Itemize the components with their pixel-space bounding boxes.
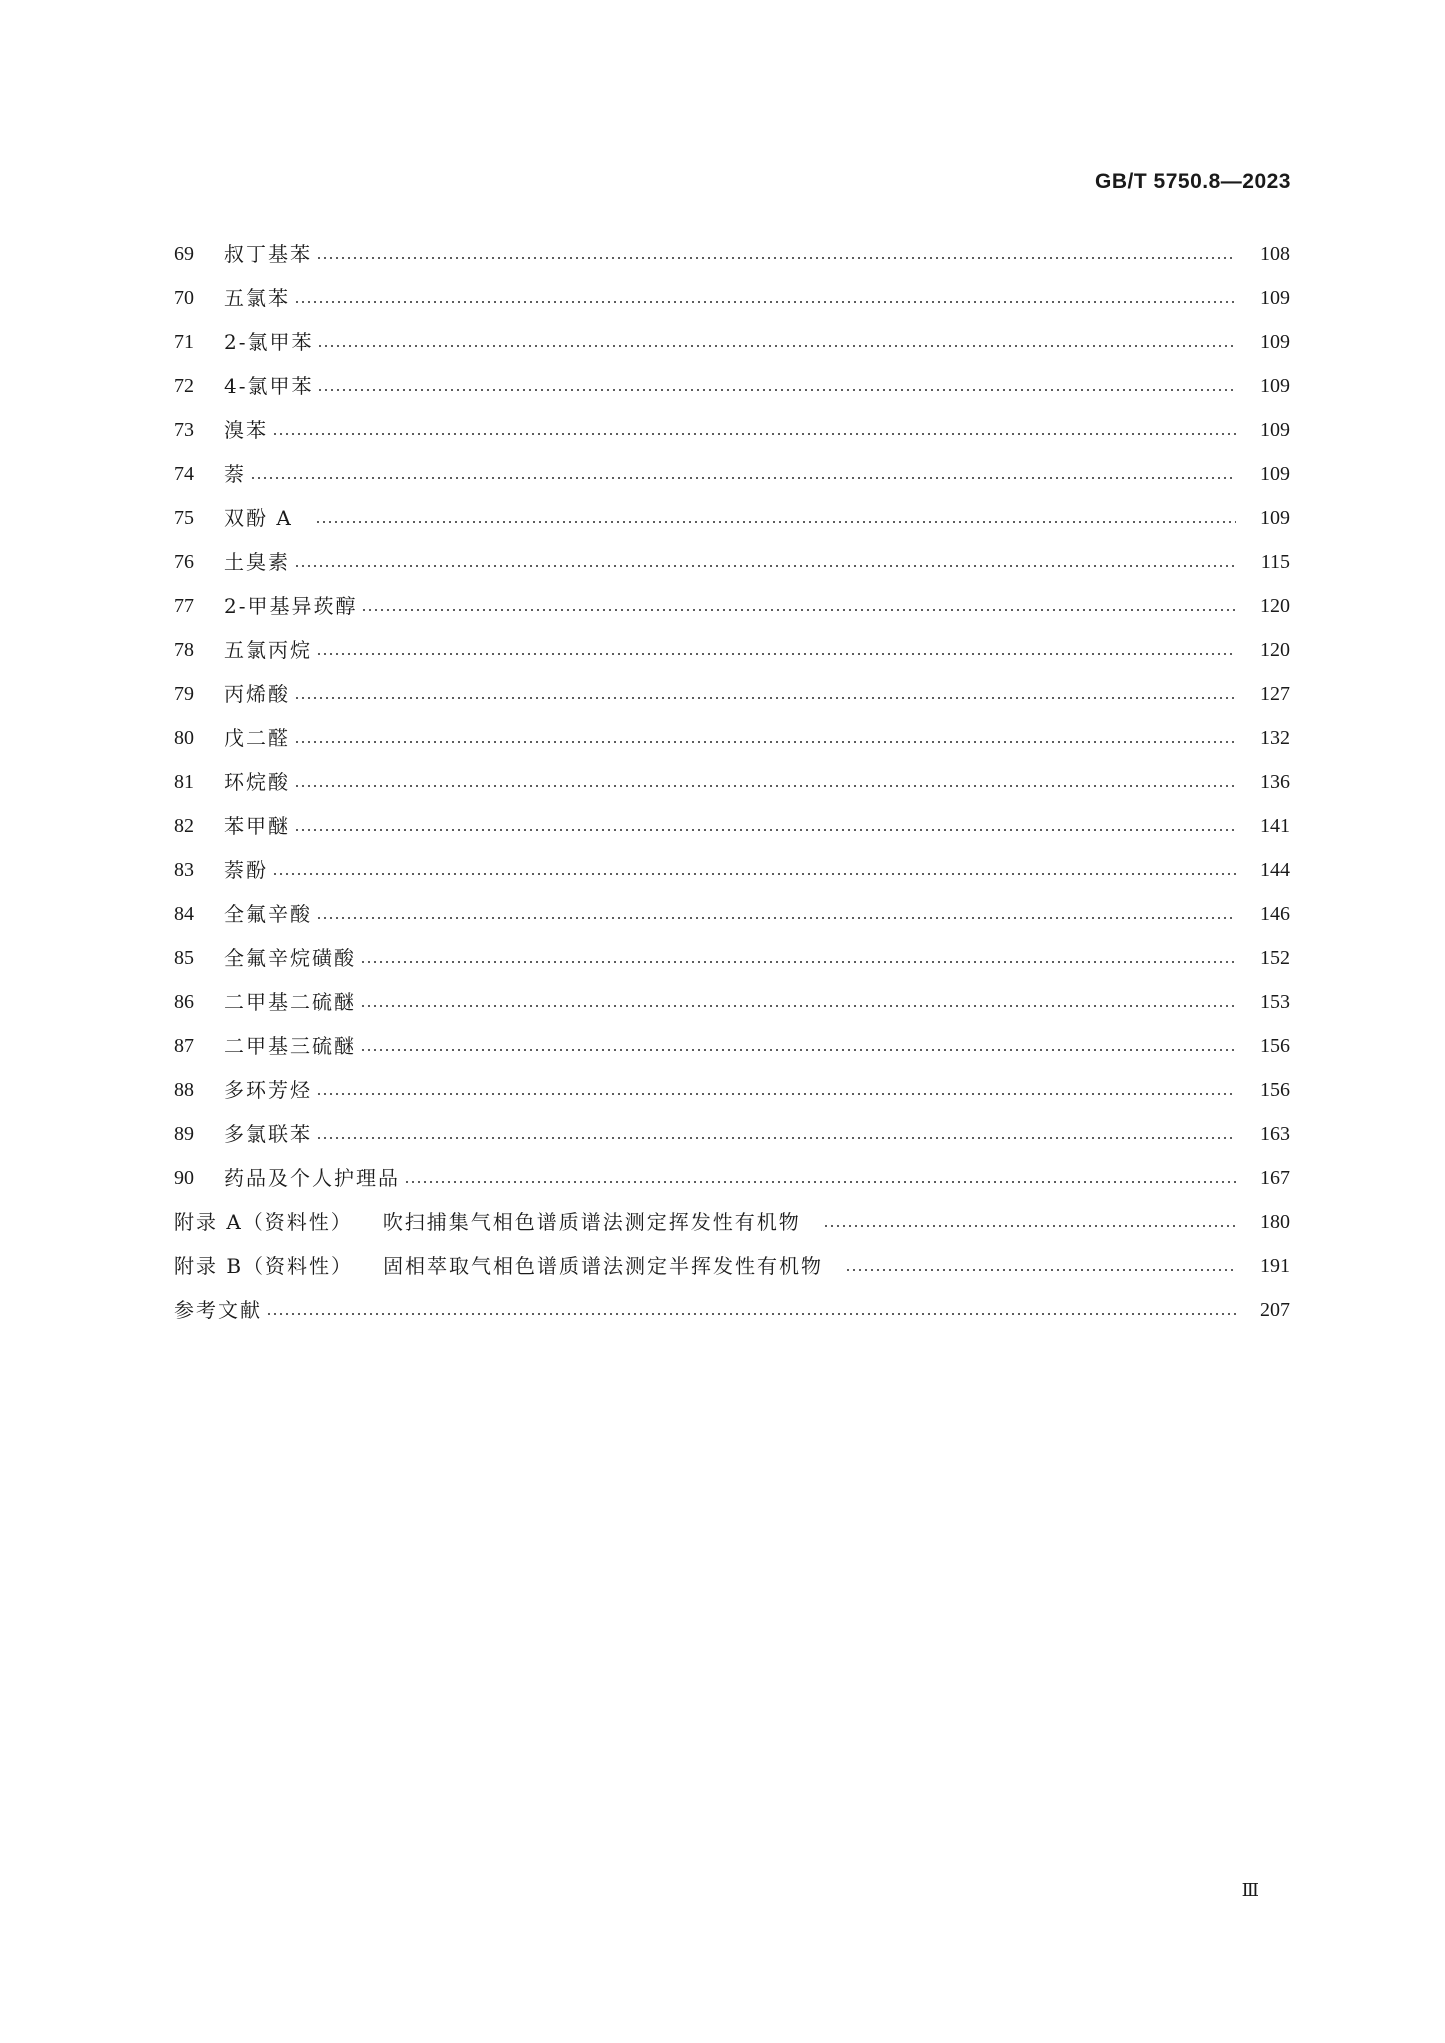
standard-code: GB/T 5750.8—2023: [1095, 170, 1291, 193]
toc-entry-title: 五氯丙烷: [224, 638, 312, 662]
dot-leader: [294, 697, 1236, 699]
dot-leader: [316, 1137, 1236, 1139]
toc-entry-number: 72: [174, 375, 194, 397]
toc-entry-page: 127: [1260, 683, 1290, 705]
toc-entry-number: 77: [174, 595, 194, 617]
toc-entry-title: 叔丁基苯: [224, 242, 312, 266]
dot-leader: [294, 301, 1236, 303]
toc-entry-number: 84: [174, 903, 194, 925]
toc-entry-page: 152: [1260, 947, 1290, 969]
dot-leader: [360, 961, 1236, 963]
appendix-title: 固相萃取气相色谱质谱法测定半挥发性有机物: [383, 1254, 824, 1278]
dot-leader: [316, 257, 1236, 259]
toc-entry-number: 74: [174, 463, 194, 485]
dot-leader: [360, 1005, 1236, 1007]
toc-entry-title: 全氟辛酸: [224, 902, 312, 926]
appendix-page: 180: [1260, 1211, 1290, 1233]
toc-entry-title: 药品及个人护理品: [224, 1166, 400, 1190]
toc-entry[interactable]: [174, 804, 1290, 848]
toc-entry-page: 109: [1260, 331, 1290, 353]
toc-entry-number: 70: [174, 287, 194, 309]
toc-entry-number: 75: [174, 507, 194, 529]
toc-entry-title: 全氟辛烷磺酸: [224, 946, 356, 970]
references-title: 参考文献: [174, 1298, 262, 1322]
dot-leader: [272, 433, 1236, 435]
toc-entry-page: 109: [1260, 287, 1290, 309]
toc-entry[interactable]: [174, 628, 1290, 672]
appendix-label: 附录 B（资料性）: [174, 1254, 354, 1278]
toc-entry[interactable]: [174, 584, 1290, 628]
toc-entry-title: 二甲基三硫醚: [224, 1034, 356, 1058]
toc-entry-page: 109: [1260, 419, 1290, 441]
toc-entry-number: 87: [174, 1035, 194, 1057]
toc-entry-page: 141: [1260, 815, 1290, 837]
dot-leader: [361, 609, 1236, 611]
toc-entry-number: 71: [174, 331, 194, 353]
toc-entry-number: 83: [174, 859, 194, 881]
toc-entry-number: 85: [174, 947, 194, 969]
toc-entry-title: 萘酚: [224, 858, 268, 882]
toc-entry-title: 五氯苯: [224, 286, 290, 310]
toc-entry-page: 109: [1260, 507, 1290, 529]
dot-leader: [272, 873, 1236, 875]
toc-entry-page: 132: [1260, 727, 1290, 749]
page-number: Ⅲ: [1241, 1880, 1259, 1900]
toc-entry[interactable]: [174, 540, 1290, 584]
dot-leader: [294, 785, 1236, 787]
appendix-title: 吹扫捕集气相色谱质谱法测定挥发性有机物: [382, 1210, 801, 1234]
toc-entry[interactable]: [174, 716, 1290, 760]
dot-leader: [404, 1181, 1236, 1183]
toc-entry-title: 4-氯甲苯: [224, 374, 314, 398]
toc-entry[interactable]: [174, 276, 1290, 320]
toc-entry-title: 溴苯: [224, 418, 268, 442]
toc-entry[interactable]: [174, 980, 1290, 1024]
toc-entry-number: 81: [174, 771, 194, 793]
toc-entry-title: 多氯联苯: [224, 1122, 312, 1146]
toc-entry[interactable]: [174, 1024, 1290, 1068]
toc-entry-page: 163: [1260, 1123, 1290, 1145]
toc-entry[interactable]: [174, 232, 1290, 276]
toc-entry-number: 69: [174, 243, 194, 265]
toc-entry[interactable]: [174, 1156, 1290, 1200]
dot-leader: [317, 345, 1236, 347]
toc-entry-number: 78: [174, 639, 194, 661]
toc-entry-page: 156: [1260, 1079, 1290, 1101]
dot-leader: [266, 1313, 1236, 1315]
toc-entry-title: 2-氯甲苯: [224, 330, 314, 354]
toc-entry-title: 丙烯酸: [224, 682, 290, 706]
toc-entry[interactable]: [174, 452, 1290, 496]
toc-entry-page: 115: [1260, 551, 1290, 573]
toc-entry-page: 109: [1260, 375, 1290, 397]
appendix-page: 191: [1260, 1255, 1290, 1277]
dot-leader: [317, 389, 1236, 391]
toc-entry-number: 76: [174, 551, 194, 573]
toc-entry[interactable]: [174, 892, 1290, 936]
dot-leader: [823, 1225, 1236, 1227]
toc-entry-title: 多环芳烃: [224, 1078, 312, 1102]
dot-leader: [316, 653, 1236, 655]
dot-leader: [845, 1269, 1236, 1271]
toc-entry-title: 环烷酸: [224, 770, 290, 794]
toc-entry-page: 144: [1260, 859, 1290, 881]
toc-entry-page: 109: [1260, 463, 1290, 485]
toc-entry-page: 153: [1260, 991, 1290, 1013]
toc-entry-page: 120: [1260, 639, 1290, 661]
appendix-label: 附录 A（资料性）: [174, 1210, 353, 1234]
toc-entry[interactable]: [174, 1112, 1290, 1156]
toc-entry-number: 82: [174, 815, 194, 837]
toc-entry-title: 二甲基二硫醚: [224, 990, 356, 1014]
toc-entry-number: 86: [174, 991, 194, 1013]
toc-entry[interactable]: [174, 408, 1290, 452]
toc-entry-title: 苯甲醚: [224, 814, 290, 838]
toc-entry-page: 167: [1260, 1167, 1290, 1189]
toc-entry[interactable]: [174, 760, 1290, 804]
toc-entry-number: 89: [174, 1123, 194, 1145]
toc-entry[interactable]: [174, 364, 1290, 408]
toc-entry[interactable]: [174, 496, 1290, 540]
dot-leader: [316, 917, 1236, 919]
toc-entry[interactable]: [174, 672, 1290, 716]
toc-entry-title: 戊二醛: [224, 726, 290, 750]
toc-appendix-a[interactable]: [174, 1200, 1290, 1244]
toc-entry[interactable]: [174, 936, 1290, 980]
dot-leader: [294, 741, 1236, 743]
dot-leader: [315, 521, 1236, 523]
toc-entry-page: 120: [1260, 595, 1290, 617]
dot-leader: [316, 1093, 1236, 1095]
toc-entry-page: 146: [1260, 903, 1290, 925]
dot-leader: [360, 1049, 1236, 1051]
toc-entry-title: 土臭素: [224, 550, 290, 574]
toc-entry-title: 萘: [224, 462, 246, 486]
toc-entry-number: 80: [174, 727, 194, 749]
toc-entry-number: 73: [174, 419, 194, 441]
references-page: 207: [1260, 1299, 1290, 1321]
toc-entry-number: 79: [174, 683, 194, 705]
toc-entry-page: 108: [1260, 243, 1290, 265]
toc-entry-number: 88: [174, 1079, 194, 1101]
dot-leader: [250, 477, 1236, 479]
toc-entry[interactable]: [174, 848, 1290, 892]
dot-leader: [294, 829, 1236, 831]
toc-entry[interactable]: [174, 1068, 1290, 1112]
toc-entry-title: 2-甲基异莰醇: [224, 594, 358, 618]
toc-entry-number: 90: [174, 1167, 194, 1189]
toc-entry[interactable]: [174, 320, 1290, 364]
toc-entry-page: 156: [1260, 1035, 1290, 1057]
toc-entry-title: 双酚 A: [224, 506, 293, 530]
toc-entry-page: 136: [1260, 771, 1290, 793]
toc-appendix-b[interactable]: [174, 1244, 1290, 1288]
toc-references[interactable]: [174, 1288, 1290, 1332]
dot-leader: [294, 565, 1236, 567]
